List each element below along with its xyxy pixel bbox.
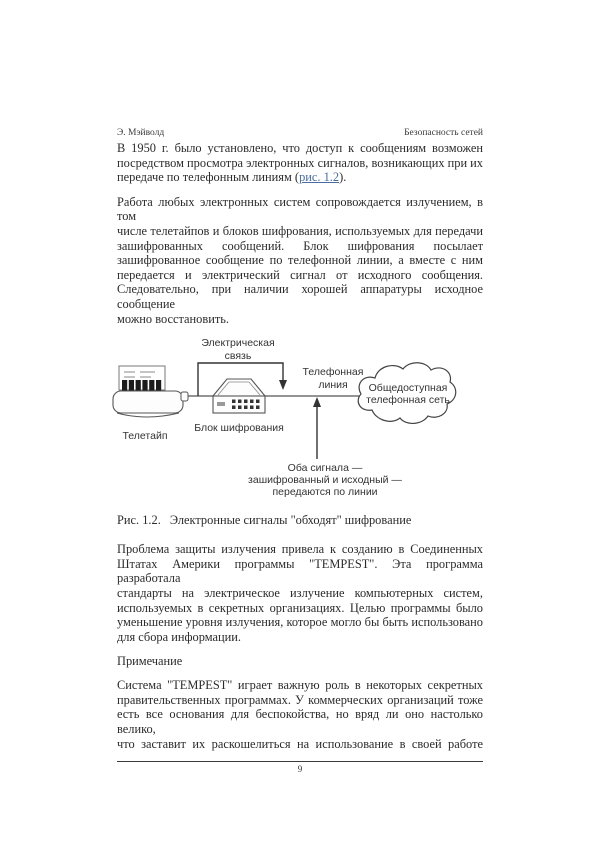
header-author: Э. Мэйволд	[117, 128, 165, 138]
text-line: Следовательно, при наличии хорошей аппаратуры исходное сообщение	[117, 282, 483, 311]
text-line: для сбора информации.	[117, 629, 241, 644]
text-line: посредством просмотра электронных сигналов, возникающих при их	[117, 155, 484, 170]
text-line: Система "TEMPEST" играет важную роль в некоторых секретных	[117, 678, 483, 693]
text-line: числе телетайпов и блоков шифрования, используемых для передачи	[117, 223, 483, 238]
page-number: 9	[297, 764, 303, 775]
text-line: есть все основания для беспокойства, но вряд ли оно настолько велико,	[117, 707, 483, 737]
text-line: В 1950 г. было установлено, что доступ к сообщениям возможен	[117, 141, 483, 155]
text-line: Проблема защиты излучения привела к созданию в Соединенных	[117, 542, 483, 557]
text-line: уменьшение уровня излучения, которое могло бы быть использовано	[117, 615, 483, 630]
running-header	[117, 128, 483, 138]
label-encryption-block: Блок шифрования	[194, 422, 284, 435]
text-line: зашифрованных сообщений. Блок шифрования посылает	[117, 238, 483, 253]
text-line	[117, 170, 483, 185]
paragraph-radiation	[117, 195, 483, 326]
text-line: правительственных программах. У коммерческих организаций тоже	[117, 692, 483, 707]
text-line: стандарты на электрическое излучение компьютерных систем,	[117, 585, 483, 600]
footer-divider	[117, 761, 483, 762]
paragraph-tempest	[117, 542, 483, 644]
label-both-signals: Оба сигнала — зашифрованный и исходный — передаются по линии	[248, 462, 402, 499]
text-segment: передаче по телефонным линиям (	[117, 170, 300, 185]
encryption-device-illustration	[213, 379, 265, 413]
arrow-up-icon	[313, 397, 321, 407]
text-line: Штатах Америки программы "TEMPEST". Эта программа разработала	[117, 556, 483, 586]
figure-caption	[117, 513, 483, 528]
figure-1-2-diagram	[110, 336, 488, 501]
header-book-title: Безопасность сетей	[404, 128, 483, 138]
text-line: зашифрованное сообщение по телефонной линии, а вместе с ним	[117, 253, 483, 268]
label-telephone-line: Телефонная линия	[302, 366, 364, 391]
paragraph-intro	[117, 141, 483, 185]
figure-caption-text: Электронные сигналы "обходят" шифрование	[169, 513, 412, 528]
paragraph-note-body	[117, 678, 483, 751]
text-segment: ).	[339, 170, 347, 185]
teletype-illustration	[113, 366, 188, 417]
figure-caption-number: Рис. 1.2.	[117, 513, 161, 528]
figure-reference-link[interactable]: рис. 1.2	[299, 170, 340, 185]
label-public-telephone-network: Общедоступная телефонная сеть	[366, 382, 450, 407]
text-line: Работа любых электронных систем сопровождается излучением, в том	[117, 194, 483, 224]
text-line: передается и электрический сигнал от исходного сообщения.	[117, 267, 483, 282]
note-heading: Примечание	[117, 654, 183, 669]
text-line: можно восстановить.	[117, 311, 230, 326]
text-line: что заставит их раскошелиться на использование в своей работе	[117, 736, 483, 751]
label-electrical-coupling: Электрическая связь	[201, 337, 275, 362]
text-line: используемых в секретных организациях. Целью программы было	[117, 600, 483, 615]
label-teletype: Телетайп	[122, 430, 168, 443]
